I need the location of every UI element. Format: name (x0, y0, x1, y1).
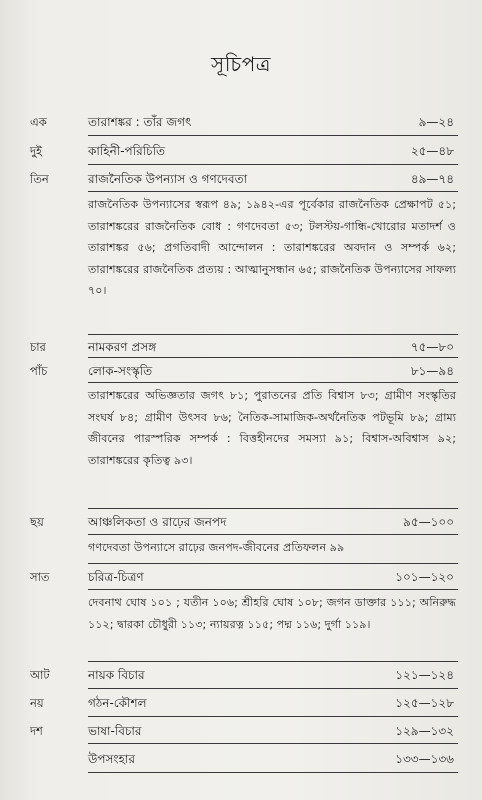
chapter-number: পাঁচ (30, 364, 48, 378)
chapter-number: সাত (30, 570, 50, 584)
chapter-number: চার (30, 340, 46, 354)
divider (88, 508, 458, 509)
chapter-title: তারাশঙ্কর : তাঁর জগৎ (88, 115, 192, 129)
divider (88, 191, 458, 192)
divider (88, 334, 458, 335)
page-range: ৭৫—৮০ (410, 340, 454, 354)
chapter-number: ছয় (30, 515, 44, 529)
chapter-subtopics: দেবনাথ ঘোষ ১০১ ; যতীন ১০৬; শ্রীহরি ঘোষ ১০৮; জগন ডাক্তার ১১১; অনিরুদ্ধ ১১২; দ্বারকা চৌধুরী ১১৩; ন্যায়রত্ন ১১৫; পদ্ম ১১৬; দুর্গা ১১৯। (88, 596, 456, 631)
divider (88, 688, 458, 689)
chapter-title: নামকরণ প্রসঙ্গ (88, 340, 157, 354)
chapter-number: আট (30, 668, 50, 682)
page-range: ২৫—৪৮ (410, 144, 454, 158)
chapter-title: লোক-সংস্কৃতি (88, 364, 153, 378)
chapter-title: চরিত্র-চিত্রণ (88, 570, 144, 584)
divider (88, 382, 458, 383)
divider (88, 661, 458, 662)
page-range: ৯৫—১০০ (403, 515, 454, 529)
chapter-title: উপসংহার (88, 752, 135, 766)
chapter-number: এক (30, 115, 47, 129)
chapter-title: গঠন-কৌশল (88, 696, 147, 710)
divider (88, 589, 458, 590)
chapter-title: নায়ক বিচার (88, 668, 145, 682)
chapter-title: রাজনৈতিক উপন্যাস ও গণদেবতা (88, 172, 248, 186)
page-range: ১০১—১২০ (395, 570, 454, 584)
divider (88, 563, 458, 564)
chapter-title: কাহিনী-পরিচিতি (88, 144, 166, 158)
chapter-number: দশ (30, 724, 43, 738)
chapter-title: আঞ্চলিকতা ও রাঢ়ের জনপদ (88, 515, 227, 529)
divider (88, 716, 458, 717)
chapter-subtopics: তারাশঙ্করের অভিজ্ঞতার জগৎ ৮১; পুরাতনের প্রতি বিশ্বাস ৮৩; গ্রামীণ সংস্কৃতির সংঘর্ষ ৮৪; গ্রামীণ উৎসব ৮৬; নৈতিক-সামাজিক-অর্থনৈতিক পটভূমি ৮৯; গ্রাম্য জীবনের পারস্পরিক সম্পর্ক : বিত্তহীনদের সমস্যা ৯১; বিশ্বাস-অবিশ্বাস ৯২; তারাশঙ্করের কৃতিত্ব ৯৩। (88, 389, 456, 467)
chapter-subtopics: রাজনৈতিক উপন্যাসের স্বরূপ ৪৯; ১৯৪২-এর পূর্বেকার রাজনৈতিক প্রেক্ষাপট ৫১; তারাশঙ্করের রাজনৈতিক বোধ : গণদেবতা ৫৩; টলস্টয়-গান্ধি-খোরোর মতাদর্শ ও তারাশঙ্কর ৫৬; প্রগতিবাদী আন্দোলন : তারাশঙ্করের অবদান ও সম্পর্ক ৬২; তারাশঙ্করের রাজনৈতিক প্রত্যয় : আত্মানুসন্ধান ৬৫; রাজনৈতিক উপন্যাসের সাফল্য ৭০। (88, 198, 456, 297)
chapter-subtopics: গণদেবতা উপন্যাসে রাঢ়ের জনপদ-জীবনের প্রতিফলন ৯৯ (88, 541, 345, 554)
divider (88, 135, 458, 136)
page-range: ৪৯—৭৪ (410, 172, 454, 186)
divider (88, 164, 458, 165)
divider (88, 534, 458, 535)
divider (88, 357, 458, 358)
page-range: ১৩৩—১৩৬ (395, 752, 454, 766)
chapter-number: নয় (30, 696, 44, 710)
chapter-title: ভাষা-বিচার (88, 724, 142, 738)
chapter-number: তিন (30, 172, 49, 186)
page-range: ৮১—৯৪ (410, 364, 454, 378)
page-range: ১২৫—১২৮ (395, 696, 454, 710)
chapter-number: দুই (30, 144, 43, 158)
page-range: ৯—২৪ (418, 115, 454, 129)
page-range: ১২৯—১৩২ (395, 724, 454, 738)
divider (88, 772, 458, 773)
page-title: সূচিপত্র (211, 52, 271, 76)
page-range: ১২১—১২৪ (395, 668, 454, 682)
divider (88, 743, 458, 744)
